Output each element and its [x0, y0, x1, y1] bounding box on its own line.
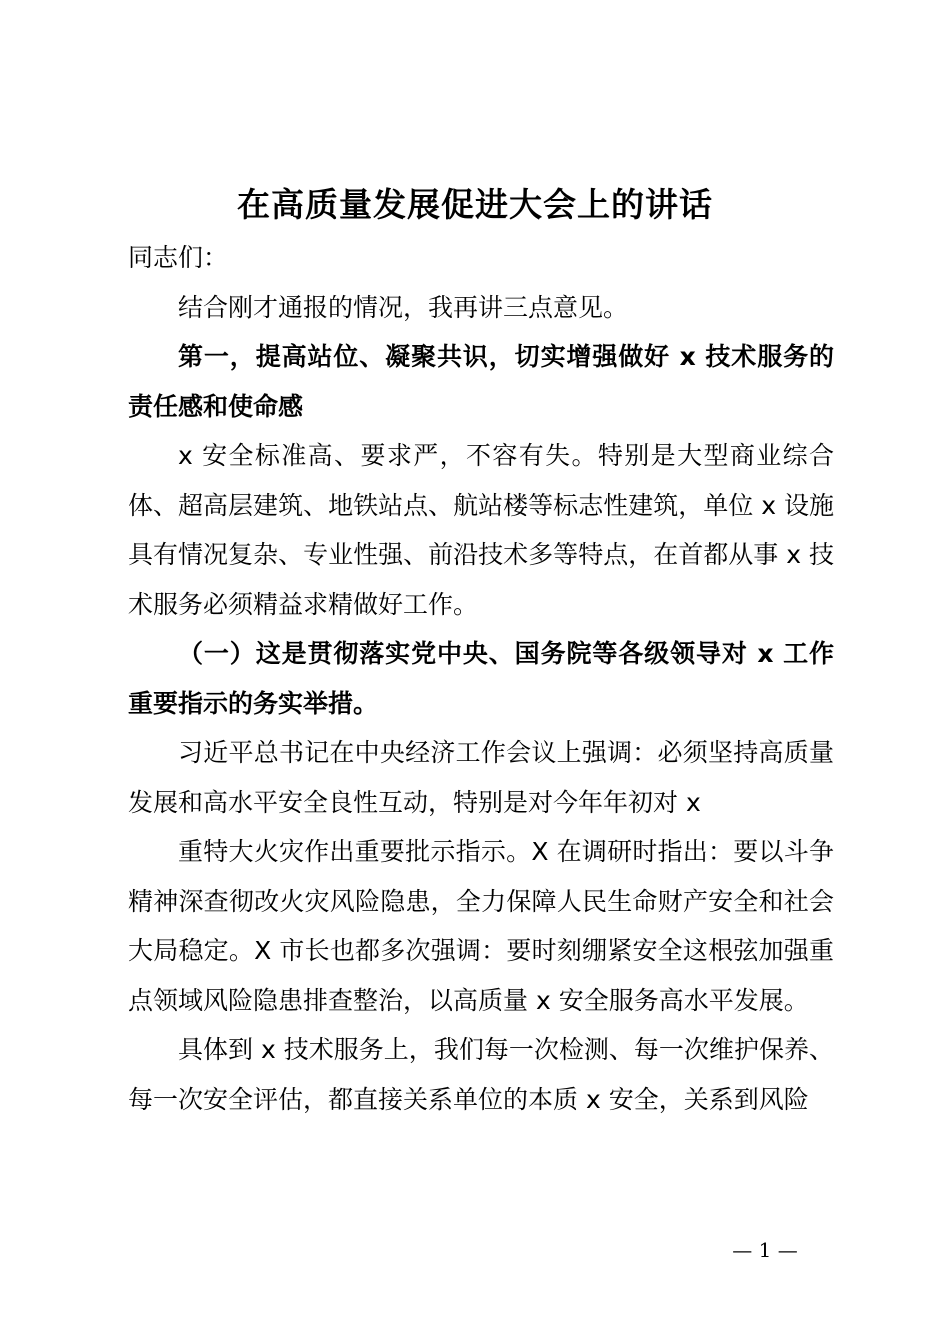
section-heading-1: 第一，提高站位、凝聚共识，切实增强做好 x 技术服务的责任感和使命感 — [128, 342, 834, 421]
paragraph-fire-hazards: 重特大火灾作出重要批示指示。X 在调研时指出：要以斗争精神深查彻改火灾风险隐患，全力保障人民生命财产安全和社会大局稳定。X 市长也都多次强调：要时刻绷紧安全这根弦加强重点领域风险隐患排查整治，以高质量 x 安全服务高水平发展。 — [128, 837, 834, 1015]
paragraph-intro: 结合刚才通报的情况，我再讲三点意见。 — [178, 292, 629, 322]
paragraph-instructions: 习近平总书记在中央经济工作会议上强调：必须坚持高质量发展和高水平安全良性互动，特别是对今年年初对 x — [128, 738, 834, 817]
salutation: 同志们： — [128, 243, 229, 272]
document-title: 在高质量发展促进大会上的讲话 — [237, 185, 713, 224]
document-body — [128, 233, 834, 1124]
paragraph-safety-standards: x 安全标准高、要求严，不容有失。特别是大型商业综合体、超高层建筑、地铁站点、航站楼等标志性建筑，单位 x 设施具有情况复杂、专业性强、前沿技术多等特点，在首都从事 x 技术服务必须精益求精做好工作。 — [128, 441, 834, 619]
page-number: — 1 — — [732, 1238, 798, 1262]
paragraph-technical-services: 具体到 x 技术服务上，我们每一次检测、每一次维护保养、每一次安全评估，都直接关系单位的本质 x 安全，关系到风险 — [128, 1035, 834, 1114]
subsection-heading-1: （一）这是贯彻落实党中央、国务院等各级领导对 x 工作重要指示的务实举措。 — [128, 639, 834, 718]
